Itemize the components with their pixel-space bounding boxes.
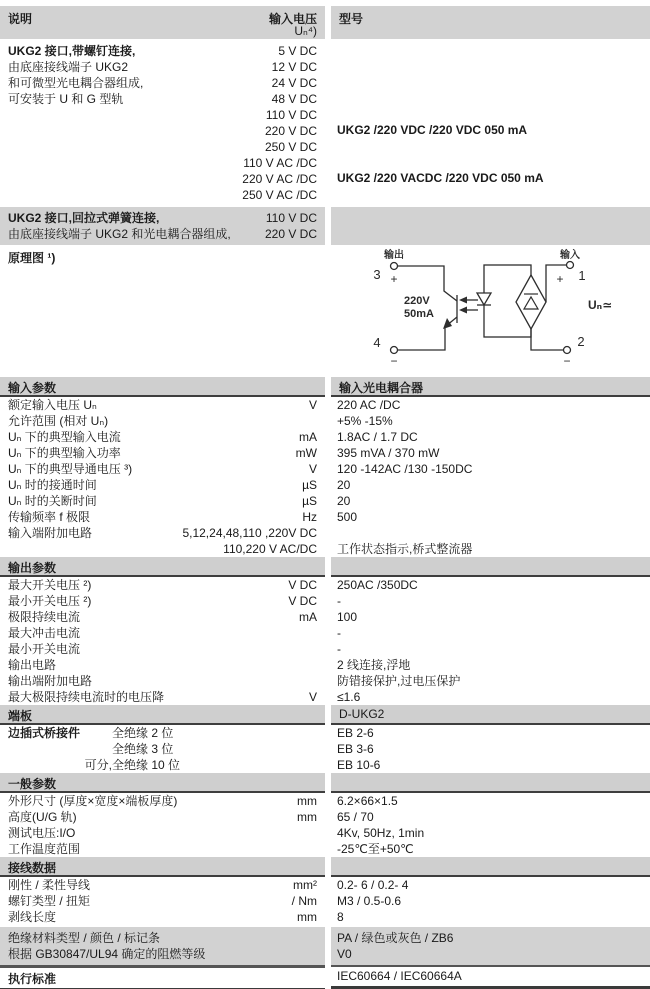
standards-row xyxy=(0,967,650,989)
voltage-text: 12 V DC xyxy=(271,60,317,74)
schematic-block xyxy=(0,247,650,373)
param-unit: mA xyxy=(299,430,317,444)
param-label: Uₙ 时的关断时间 xyxy=(8,494,97,508)
param-row xyxy=(0,741,325,757)
param-value-row xyxy=(331,657,650,673)
variant-spring-block xyxy=(0,207,650,245)
param-row xyxy=(0,525,325,541)
voltage-list xyxy=(242,43,325,203)
model-number-acdc: UKG2 /220 VACDC /220 VDC 050 mA xyxy=(337,171,544,185)
param-value-row xyxy=(331,397,650,413)
wiring-rows-left xyxy=(0,877,325,925)
param-label: 最大冲击电流 xyxy=(8,626,81,640)
col-header-un-footnote: Uₙ⁴) xyxy=(294,24,317,38)
param-unit: mm xyxy=(297,910,317,924)
param-value-row xyxy=(331,477,650,493)
param-row xyxy=(0,793,325,809)
description-line xyxy=(0,43,242,59)
param-row xyxy=(0,397,325,413)
terminal-1-label: 1 xyxy=(578,268,586,283)
section-bar-input xyxy=(0,377,650,397)
param-value-row xyxy=(331,541,650,557)
variant-spring-left xyxy=(0,207,325,245)
param-value: EB 2-6 xyxy=(337,726,374,740)
insulation-spec: 全绝缘 3 位 xyxy=(112,742,174,756)
voltage-item xyxy=(265,210,325,226)
param-value: 500 xyxy=(337,510,358,524)
param-row xyxy=(0,893,325,909)
voltage-item xyxy=(242,123,325,139)
voltage-item xyxy=(242,139,325,155)
param-label: 极限持续电流 xyxy=(8,610,81,624)
circuit-diagram-icon xyxy=(352,247,647,373)
model-column xyxy=(331,43,650,203)
terminal-3-polarity: + xyxy=(390,272,398,286)
description-text: UKG2 接口,带螺钉连接, xyxy=(8,44,136,58)
param-row xyxy=(0,725,325,741)
param-value-row xyxy=(331,445,650,461)
param-unit: mA xyxy=(299,610,317,624)
param-value: 20 xyxy=(337,478,351,492)
voltage-item xyxy=(265,226,325,242)
param-unit: / Nm xyxy=(291,894,317,908)
param-label: 传输频率 f 极限 xyxy=(8,510,91,524)
voltage-text: 110 V AC /DC xyxy=(243,156,317,170)
terminal-2-label: 2 xyxy=(577,334,585,349)
param-value: -25℃至+50℃ xyxy=(337,842,414,856)
param-value: 2 线连接,浮地 xyxy=(337,658,411,672)
output-label: 输出 xyxy=(384,250,404,261)
param-row xyxy=(0,593,325,609)
description-text: 由底座接线端子 UKG2 xyxy=(8,60,129,74)
insulation-spec: 全绝缘 2 位 xyxy=(112,726,174,740)
section-title-input: 输入参数 xyxy=(0,377,325,397)
param-label: Uₙ 时的接通时间 xyxy=(8,478,97,492)
param-row xyxy=(0,841,325,857)
param-value-row xyxy=(331,641,650,657)
material-right xyxy=(331,927,650,967)
insulation-spec: 全绝缘 10 位 xyxy=(112,758,181,772)
voltage-list xyxy=(265,210,325,242)
material-type-value: PA / 绿色或灰色 / ZB6 xyxy=(337,931,454,945)
general-rows-right xyxy=(331,793,650,857)
voltage-text: 110 V DC xyxy=(265,108,317,122)
param-value-row xyxy=(331,825,650,841)
input-rows-left xyxy=(0,397,325,557)
param-label xyxy=(8,541,223,557)
description-line xyxy=(0,210,265,226)
endplate-rows-left xyxy=(0,725,325,773)
material-value-row xyxy=(331,946,650,962)
standards-label: 执行标准 xyxy=(0,967,325,989)
param-value: 防错接保护,过电压保护 xyxy=(337,674,461,688)
voltage-item xyxy=(242,187,325,203)
param-label: 高度(U/G 轨) xyxy=(8,810,77,824)
voltage-text: 220 V AC /DC xyxy=(242,172,317,186)
param-value: EB 3-6 xyxy=(337,742,374,756)
param-unit: V DC xyxy=(288,594,317,608)
param-value: 20 xyxy=(337,494,351,508)
section-body-endplate xyxy=(0,725,650,773)
voltage-text: 24 V DC xyxy=(271,76,317,90)
bridge-note: 可分, xyxy=(84,758,112,772)
param-row xyxy=(0,577,325,593)
param-unit: 5,12,24,48,110 ,220V DC xyxy=(182,526,317,540)
param-unit: V xyxy=(308,462,317,476)
description-line xyxy=(0,226,265,242)
standards-value: IEC60664 / IEC60664A xyxy=(331,967,650,989)
param-unit: mm xyxy=(297,810,317,824)
flammability-label: 根据 GB30847/UL94 确定的阻燃等级 xyxy=(8,947,206,961)
param-row xyxy=(0,541,325,557)
description-line xyxy=(0,75,242,91)
voltage-text: 250 V DC xyxy=(264,140,317,154)
param-value-row xyxy=(331,673,650,689)
param-label: 输出端附加电路 xyxy=(8,674,93,688)
param-row xyxy=(0,809,325,825)
param-value-row xyxy=(331,509,650,525)
param-row xyxy=(0,825,325,841)
param-value: 8 xyxy=(337,910,344,924)
section-right-title-general xyxy=(331,773,650,793)
input-rows-right xyxy=(331,397,650,557)
section-bar-output xyxy=(0,557,650,577)
param-value: 4Kv, 50Hz, 1min xyxy=(337,826,425,840)
param-unit: µS xyxy=(302,494,317,508)
param-unit: mm xyxy=(297,794,317,808)
param-row xyxy=(0,445,325,461)
param-row xyxy=(0,757,325,773)
param-value-row xyxy=(331,429,650,445)
param-label: 剥线长度 xyxy=(8,910,57,924)
bridge-label-cell xyxy=(8,725,112,741)
param-row xyxy=(0,509,325,525)
section-title-output: 输出参数 xyxy=(0,557,325,577)
param-value: ≤1.6 xyxy=(337,690,361,704)
param-value-row xyxy=(331,577,650,593)
param-unit: 110,220 V AC/DC xyxy=(223,542,317,556)
material-row xyxy=(0,930,325,946)
voltage-item xyxy=(242,171,325,187)
terminal-2-polarity: − xyxy=(563,354,571,368)
param-value-row xyxy=(331,593,650,609)
col-header-model: 型号 xyxy=(331,6,650,39)
section-title-wiring: 接线数据 xyxy=(0,857,325,877)
param-row xyxy=(0,877,325,893)
voltage-text: 250 V AC /DC xyxy=(242,188,317,202)
param-value-row xyxy=(331,909,650,925)
voltage-text: 48 V DC xyxy=(271,92,317,106)
header-left xyxy=(0,6,325,39)
section-title-general: 一般参数 xyxy=(0,773,325,793)
param-row xyxy=(0,673,325,689)
param-row xyxy=(0,477,325,493)
flammability-value: V0 xyxy=(337,947,352,961)
param-value-row xyxy=(331,625,650,641)
param-unit: mm² xyxy=(293,878,317,892)
col-header-input-voltage: 输入电压 xyxy=(268,12,317,26)
wiring-rows-right xyxy=(331,877,650,925)
voltage-item xyxy=(242,59,325,75)
param-value: 0.2- 6 / 0.2- 4 xyxy=(337,878,409,892)
voltage-item xyxy=(242,91,325,107)
description-text: 由底座接线端子 UKG2 和光电耦合器组成, xyxy=(8,227,231,241)
material-value-row xyxy=(331,930,650,946)
output-rows-right xyxy=(331,577,650,705)
terminal-4-label: 4 xyxy=(373,335,381,350)
variant-spring-description xyxy=(0,210,265,242)
param-row xyxy=(0,641,325,657)
param-value-row xyxy=(331,413,650,429)
voltage-item xyxy=(242,75,325,91)
model-number-dc: UKG2 /220 VDC /220 VDC 050 mA xyxy=(337,123,528,137)
material-type-label: 绝缘材料类型 / 颜色 / 标记条 xyxy=(8,931,161,945)
param-value-row xyxy=(331,757,650,773)
param-value-row xyxy=(331,461,650,477)
param-label: 输出电路 xyxy=(8,658,57,672)
description-text: 和可微型光电耦合器组成, xyxy=(8,76,144,90)
voltage-text: 220 V DC xyxy=(264,124,317,138)
param-unit: V xyxy=(308,690,317,704)
section-bar-general xyxy=(0,773,650,793)
param-label: 刚性 / 柔性导线 xyxy=(8,878,91,892)
param-row xyxy=(0,413,325,429)
param-value: EB 10-6 xyxy=(337,758,381,772)
param-value-row xyxy=(331,725,650,741)
param-value-row xyxy=(331,809,650,825)
param-value-row xyxy=(331,689,650,705)
param-value-row xyxy=(331,893,650,909)
param-label: 工作温度范围 xyxy=(8,842,81,856)
param-value: - xyxy=(337,626,341,640)
voltage-text: 220 V DC xyxy=(264,227,317,241)
param-unit: Hz xyxy=(302,510,317,524)
param-row xyxy=(0,657,325,673)
param-value: 395 mVA / 370 mW xyxy=(337,446,440,460)
param-value-row xyxy=(331,841,650,857)
voltage-text: 110 V DC xyxy=(265,211,317,225)
material-left xyxy=(0,927,325,967)
description-text: 可安装于 U 和 G 型轨 xyxy=(8,92,124,106)
param-value: 120 -142AC /130 -150DC xyxy=(337,462,473,476)
param-value: 220 AC /DC xyxy=(337,398,401,412)
endplate-rows-right xyxy=(331,725,650,773)
section-bar-endplate xyxy=(0,705,650,725)
variant-screw-block xyxy=(0,43,650,203)
section-body-output xyxy=(0,577,650,705)
bridge-label-cell xyxy=(8,741,112,757)
param-value-row xyxy=(331,741,650,757)
param-label: 螺钉类型 / 扭矩 xyxy=(8,894,91,908)
terminal-3-label: 3 xyxy=(373,267,381,282)
param-value: M3 / 0.5-0.6 xyxy=(337,894,402,908)
param-value: 250AC /350DC xyxy=(337,578,418,592)
voltage-text: 5 V DC xyxy=(278,44,317,58)
section-bar-wiring xyxy=(0,857,650,877)
param-row xyxy=(0,609,325,625)
material-row xyxy=(0,946,325,962)
param-value: 100 xyxy=(337,610,358,624)
param-label: 最小开关电流 xyxy=(8,642,81,656)
output-rows-left xyxy=(0,577,325,705)
section-right-title-endplate: D-UKG2 xyxy=(331,705,650,725)
section-right-title-wiring xyxy=(331,857,650,877)
variant-screw-left xyxy=(0,43,325,203)
bridge-label-cell xyxy=(8,757,112,773)
param-label: 最大极限持续电流时的电压降 xyxy=(8,690,165,704)
param-value-row xyxy=(331,525,650,541)
param-label: 最小开关电压 ²) xyxy=(8,594,92,608)
param-value: +5% -15% xyxy=(337,414,393,428)
param-value: - xyxy=(337,642,341,656)
rating-voltage: 220V xyxy=(404,295,430,307)
param-label: Uₙ 下的典型导通电压 ³) xyxy=(8,462,133,476)
col-header-description: 说明 xyxy=(8,12,33,26)
param-row xyxy=(0,429,325,445)
param-row xyxy=(0,625,325,641)
param-value: 1.8AC / 1.7 DC xyxy=(337,430,418,444)
param-value-row xyxy=(331,877,650,893)
bridge-label: 边插式桥接件 xyxy=(8,726,81,740)
param-label: 最大开关电压 ²) xyxy=(8,578,92,592)
voltage-item xyxy=(242,155,325,171)
section-right-title-input: 输入光电耦合器 xyxy=(331,377,650,397)
section-body-wiring xyxy=(0,877,650,925)
section-title-endplate: 端板 xyxy=(0,705,325,725)
section-body-general xyxy=(0,793,650,857)
param-value-row xyxy=(331,493,650,509)
material-block xyxy=(0,927,650,967)
param-value-row xyxy=(331,609,650,625)
param-label: 额定输入电压 Uₙ xyxy=(8,398,97,412)
param-value: 6.2×66×1.5 xyxy=(337,794,398,808)
param-unit: mW xyxy=(295,446,317,460)
description-text: UKG2 接口,回拉式弹簧连接, xyxy=(8,211,160,225)
schematic-caption: 原理图 ¹) xyxy=(8,251,56,265)
param-row xyxy=(0,909,325,925)
param-value: - xyxy=(337,594,341,608)
terminal-1-polarity: + xyxy=(556,272,564,286)
param-row xyxy=(0,689,325,705)
param-unit: µS xyxy=(302,478,317,492)
param-label: 测试电压:I/O xyxy=(8,826,76,840)
input-label: 输入 xyxy=(560,250,580,261)
variant-screw-description xyxy=(0,43,242,203)
terminal-4-polarity: − xyxy=(390,354,398,368)
section-body-input xyxy=(0,397,650,557)
table-header xyxy=(0,6,650,39)
param-row xyxy=(0,461,325,477)
param-label: 外形尺寸 (厚度×宽度×端板厚度) xyxy=(8,794,178,808)
variant-spring-right-fill xyxy=(331,207,650,245)
general-rows-left xyxy=(0,793,325,857)
param-label: Uₙ 下的典型输入电流 xyxy=(8,430,121,444)
param-unit: V DC xyxy=(288,578,317,592)
un-symbol: Uₙ≃ xyxy=(588,298,613,312)
param-row xyxy=(0,493,325,509)
description-line xyxy=(0,59,242,75)
voltage-item xyxy=(242,107,325,123)
param-label: 允许范围 (相对 Uₙ) xyxy=(8,414,109,428)
param-label: Uₙ 下的典型输入功率 xyxy=(8,446,121,460)
rating-current: 50mA xyxy=(404,308,434,320)
param-value: 65 / 70 xyxy=(337,810,374,824)
param-label: 输入端附加电路 xyxy=(8,526,93,540)
section-right-title-output xyxy=(331,557,650,577)
param-value: 工作状态指示,桥式整流器 xyxy=(337,542,473,556)
voltage-item xyxy=(242,43,325,59)
param-value-row xyxy=(331,793,650,809)
param-unit: V xyxy=(308,398,317,412)
description-line xyxy=(0,91,242,107)
